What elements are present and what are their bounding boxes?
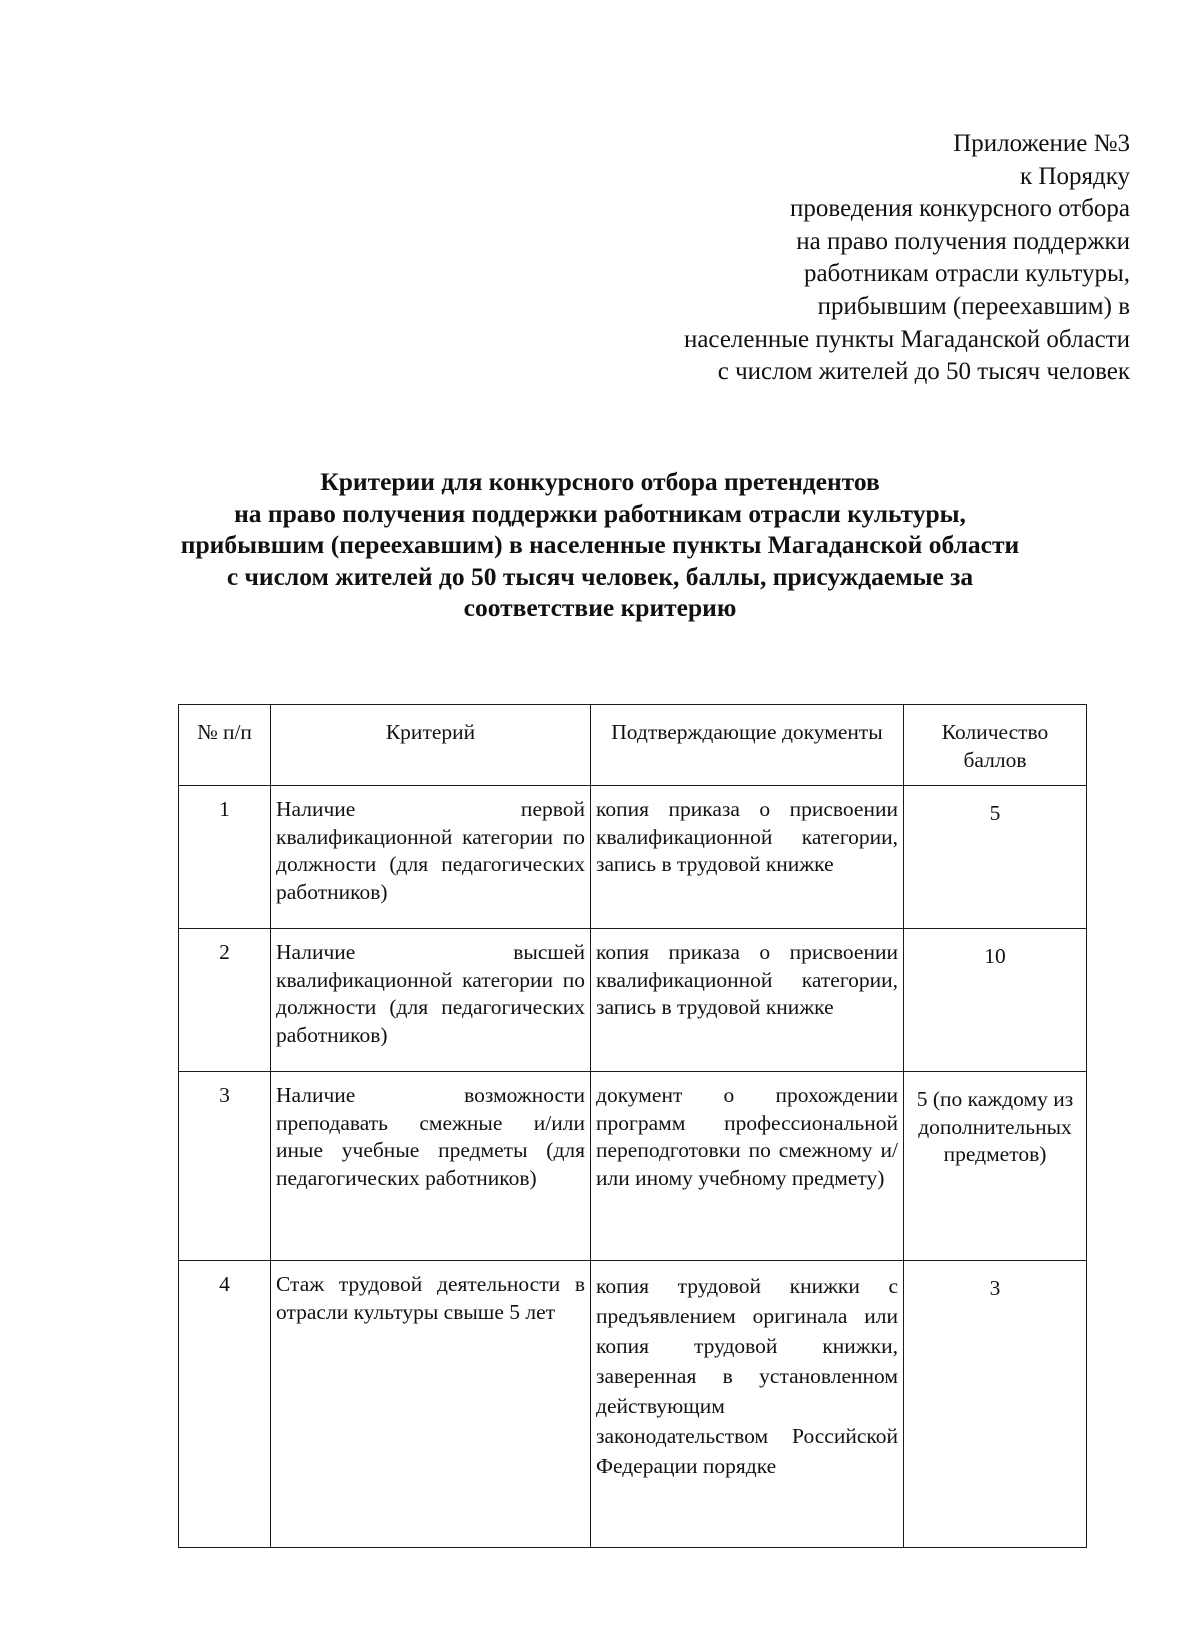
row-number: 4 (179, 1261, 271, 1548)
header-points: Количество баллов (904, 705, 1087, 786)
row-number: 2 (179, 929, 271, 1072)
table-row (179, 1072, 1087, 1261)
header-criterion: Критерий (271, 705, 591, 786)
row-documents: копия трудовой книжки с предъявлением оригинала или копия трудовой книжки, заверенная в установленном действующим законодательством Российской Федерации порядке (591, 1261, 904, 1548)
row-criterion: Стаж трудовой деятельности в отрасли культуры свыше 5 лет (271, 1261, 591, 1548)
row-documents: документ о прохождении программ профессиональной переподготовки по смежному и/или иному учебному предмету) (591, 1072, 904, 1261)
document-title (180, 466, 1020, 624)
header-number: № п/п (179, 705, 271, 786)
appendix-line: на право получения поддержки (796, 227, 1130, 255)
appendix-line: проведения конкурсного отбора (790, 195, 1130, 223)
appendix-header (490, 128, 1130, 389)
appendix-line: Приложение №3 (953, 130, 1130, 157)
criteria-table (178, 704, 1087, 1548)
table-header-row (179, 705, 1087, 786)
title-line: соответствие критерию (463, 593, 737, 622)
row-points: 5 (904, 786, 1087, 929)
appendix-line: прибывшим (переехавшим) в (817, 292, 1130, 320)
table-row (179, 1261, 1087, 1548)
appendix-line: работникам отрасли культуры, (803, 260, 1130, 288)
title-line: Критерии для конкурсного отбора претендентов (320, 467, 880, 496)
title-line: с числом жителей до 50 тысяч человек, баллы, присуждаемые за (226, 561, 974, 591)
appendix-line: населенные пункты Магаданской области (683, 325, 1130, 353)
title-line: на право получения поддержки работникам отрасли культуры, (234, 498, 966, 528)
table-row (179, 786, 1087, 929)
row-documents: копия приказа о присвоении квалификационной категории, запись в трудовой книжке (591, 786, 904, 929)
row-criterion: Наличие первой квалификационной категории по должности (для педагогических работников) (271, 786, 591, 929)
title-line: прибывшим (переехавшим) в населенные пункты Магаданской области (180, 530, 1020, 559)
row-points: 10 (904, 929, 1087, 1072)
row-points: 5 (по каждому из дополнительных предметов) (904, 1072, 1087, 1261)
header-documents: Подтверждающие документы (591, 705, 904, 786)
table-row (179, 929, 1087, 1072)
row-documents: копия приказа о присвоении квалификационной категории, запись в трудовой книжке (591, 929, 904, 1072)
appendix-line: с числом жителей до 50 тысяч человек (717, 358, 1130, 386)
row-criterion: Наличие возможности преподавать смежные и/или иные учебные предметы (для педагогических работников) (271, 1072, 591, 1261)
appendix-line: к Порядку (1020, 162, 1130, 190)
row-number: 3 (179, 1072, 271, 1261)
row-criterion: Наличие высшей квалификационной категории по должности (для педагогических работников) (271, 929, 591, 1072)
row-points: 3 (904, 1261, 1087, 1548)
row-number: 1 (179, 786, 271, 929)
